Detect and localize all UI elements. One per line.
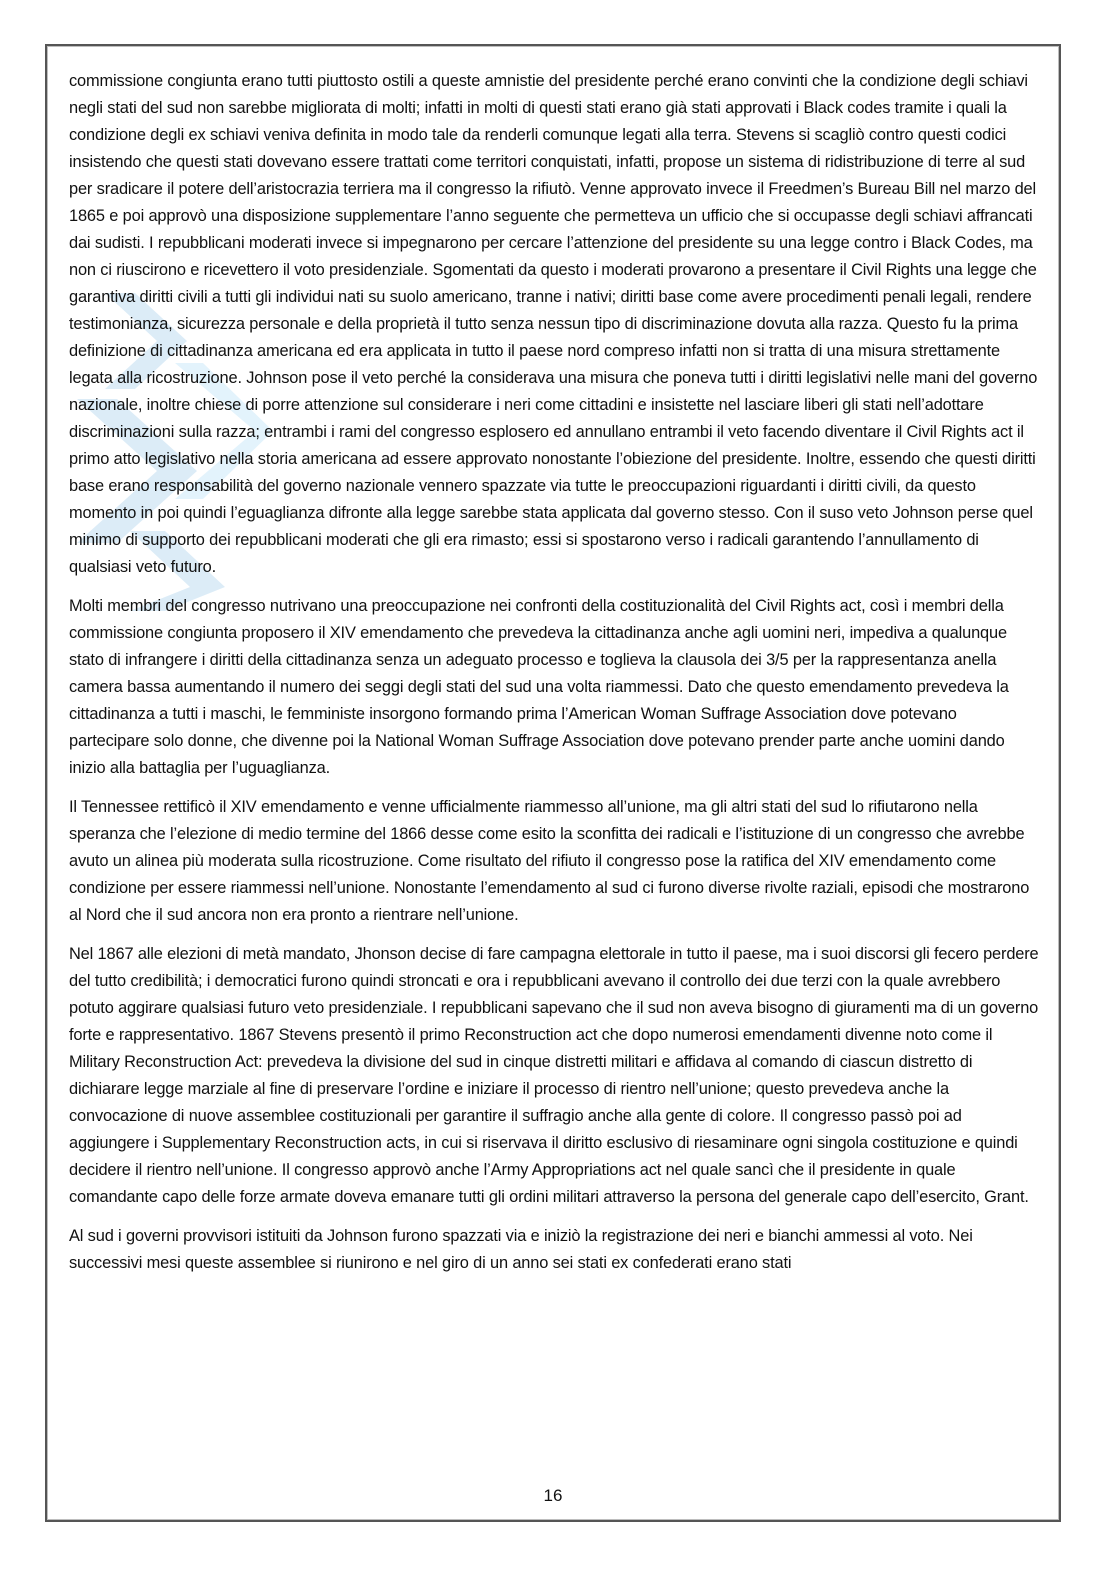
document-body [69,68,1041,1289]
paragraph-2: Molti membri del congresso nutrivano una preoccupazione nei confronti della costituzionalità del Civil Rights act, così i membri della commissione congiunta proposero il XIV emendamento che prevedeva la cittadinanza anche agli uomini neri, impediva a qualunque stato di infrangere i diritti della cittadinanza senza un adeguato processo e toglieva la clausola dei 3/5 per la rappresentanza anella camera bassa aumentando il numero dei seggi degli stati del sud una volta riammessi. Dato che questo emendamento prevedeva la cittadinanza a tutti i maschi, le femministe insorgono formando prima l’American Woman Suffrage Association dove potevano partecipare solo donne, che divenne poi la National Woman Suffrage Association dove potevano prender parte anche uomini dando inizio alla battaglia per l’uguaglianza. [69,597,1009,777]
paragraph-4: Nel 1867 alle elezioni di metà mandato, Jhonson decise di fare campagna elettorale in tutto il paese, ma i suoi discorsi gli fecero perdere del tutto credibilità; i democratici furono quindi stroncati e ora i repubblicani avevano il controllo dei due terzi con la quale avrebbero potuto aggirare qualsiasi futuro veto presidenziale. I repubblicani sapevano che il sud non aveva bisogno di giuramenti ma di un governo forte e rappresentativo. 1867 Stevens presentò il primo Reconstruction act che dopo numerosi emendamenti divenne noto come il Military Reconstruction Act: prevedeva la divisione del sud in cinque distretti militari e affidava al comando di ciascun distretto di dichiarare legge marziale al fine di preservare l’ordine e iniziare il processo di rientro nell’unione; questo prevedeva anche la convocazione di nuove assemblee costituzionali per garantire il suffragio anche alla gente di colore. Il congresso passò poi ad aggiungere i Supplementary Reconstruction acts, in cui si riservava il diritto esclusivo di riesaminare ogni singola costituzione e quindi decidere il rientro nell’unione. Il congresso approvò anche l’Army Appropriations act nel quale sancì che il presidente in quale comandante capo delle forze armate doveva emanare tutti gli ordini militari attraverso la persona del generale capo dell’esercito, Grant. [69,945,1039,1206]
page-frame [45,44,1061,1522]
paragraph-5: Al sud i governi provvisori istituiti da Johnson furono spazzati via e iniziò la registrazione dei neri e bianchi ammessi al voto. Nei successivi mesi queste assemblee si riunirono e nel giro di un anno sei stati ex confederati erano stati [69,1227,973,1272]
paragraph-1: commissione congiunta erano tutti piuttosto ostili a queste amnistie del presidente perché erano convinti che la condizione degli schiavi negli stati del sud non sarebbe migliorata di molti; infatti in molti di questi stati erano già stati approvati i Black codes tramite i quali la condizione degli ex schiavi veniva definita in modo tale da renderli comunque legati alla terra. Stevens si scagliò contro questi codici insistendo che questi stati dovevano essere trattati come territori conquistati, infatti, propose un sistema di ridistribuzione di terre al sud per sradicare il potere dell’aristocrazia terriera ma il congresso la rifiutò. Venne approvato invece il Freedmen’s Bureau Bill nel marzo del 1865 e poi approvò una disposizione supplementare l’anno seguente che permetteva un ufficio che si occupasse degli schiavi affrancati dai sudisti. I repubblicani moderati invece si impegnarono per cercare l’attenzione del presidente su una legge contro i Black Codes, ma non ci riuscirono e ricevettero il voto presidenziale. Sgomentati da questo i moderati provarono a presentare il Civil Rights una legge che garantiva diritti civili a tutti gli individui nati su suolo americano, tranne i nativi; diritti base come avere procedimenti penali legali, rendere testimonianza, sicurezza personale e della proprietà il tutto senza nessun tipo di discriminazione dovuta alla razza. Questo fu la prima definizione di cittadinanza americana ed era applicata in tutto il paese nord compreso infatti non si tratta di una misura strettamente legata alla ricostruzione. Johnson pose il veto perché la considerava una misura che poneva tutti i diritti legislativi nelle mani del governo nazionale, inoltre chiese di porre attenzione sul considerare i neri come cittadini e insistette nel lasciare liberi gli stati nell’adottare discriminazioni sulla razza; entrambi i rami del congresso esplosero ed annullano entrambi il veto facendo diventare il Civil Rights act il primo atto legislativo nella storia americana ad essere approvato nonostante l’obiezione del presidente. Inoltre, essendo che questi diritti base erano responsabilità del governo nazionale vennero spazzate via tutte le preoccupazioni riguardanti i diritti civili, da questo momento in poi quindi l’eguaglianza difronte alla legge sarebbe stata applicata dal governo stesso. Con il suso veto Johnson perse quel minimo di supporto dei repubblicani moderati che gli era rimasto; essi si spostarono verso i radicali garantendo l’annullamento di qualsiasi veto futuro. [69,72,1038,576]
paragraph-3: Il Tennessee rettificò il XIV emendamento e venne ufficialmente riammesso all’unione, ma gli altri stati del sud lo rifiutarono nella speranza che l’elezione di medio termine del 1866 desse come esito la sconfitta dei radicali e l’istituzione di un congresso che avrebbe avuto un alinea più moderata sulla ricostruzione. Come risultato del rifiuto il congresso pose la ratifica del XIV emendamento come condizione per essere riammessi nell’unione. Nonostante l’emendamento al sud ci furono diverse rivolte raziali, episodi che mostrarono al Nord che il sud ancora non era pronto a rientrare nell’unione. [69,798,1030,924]
page-number: 16 [543,1486,563,1505]
